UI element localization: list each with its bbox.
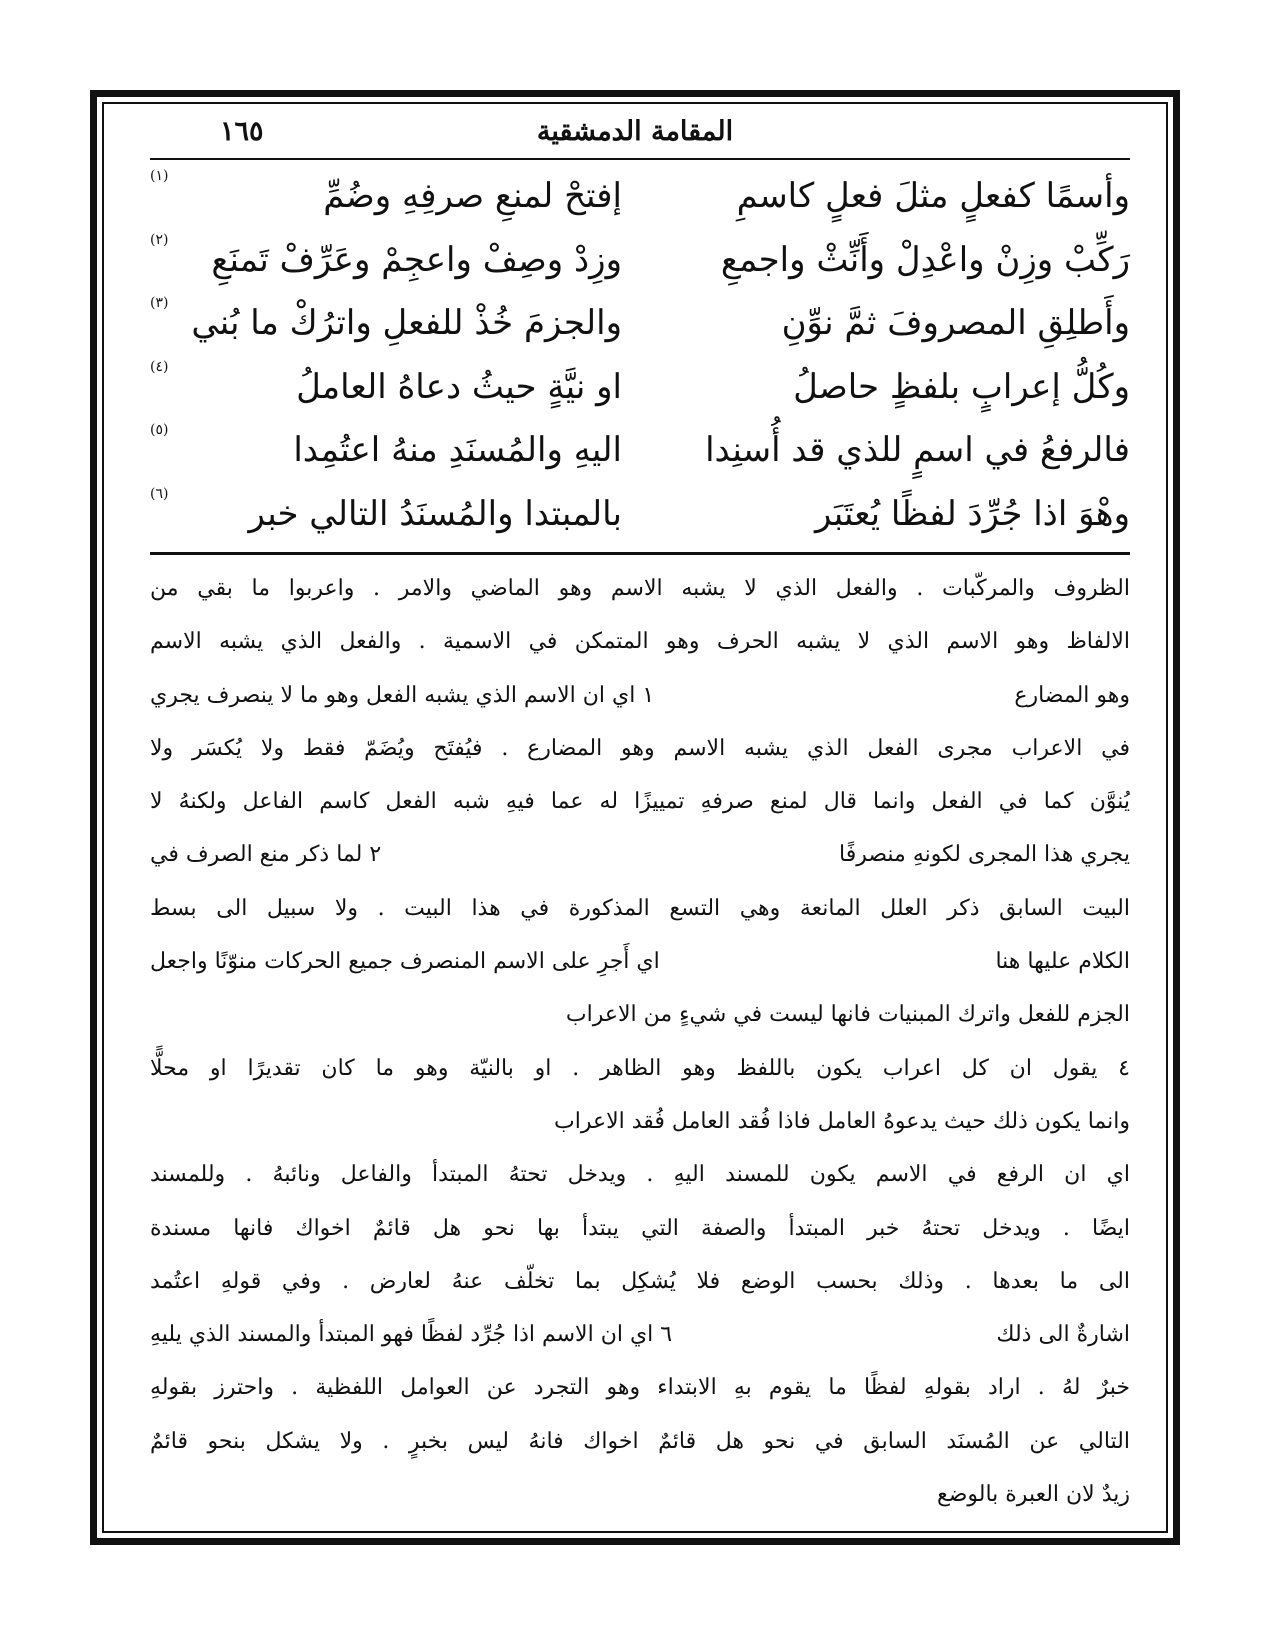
commentary-line-end: وهو المضارع: [1014, 682, 1130, 708]
verse-4-first-hemistich: وكُلُّ إعرابٍ بلفظٍ حاصلُ: [793, 366, 1130, 407]
commentary-line-end: اشارةٌ الى ذلك: [996, 1322, 1130, 1348]
verse-2: [150, 230, 1130, 294]
footnote-start: اي أَجرِ على الاسم المنصرف جميع الحركات منوّنًا واجعل: [150, 949, 660, 975]
verse-6-note-ref: (٦): [150, 485, 169, 502]
verse-1-note-ref: (١): [150, 168, 169, 184]
commentary-line-end: الكلام عليها هنا: [995, 949, 1130, 975]
commentary-line: يُنوَّن كما في الفعل وانما قال لمنع صرفهِ تمييزًا له عما فيهِ شبه الفعل كاسم الفاعل ولكنهُ لا: [150, 789, 1130, 815]
footnote-start: ٢ لما ذكر منع الصرف في: [150, 842, 382, 868]
verse-5-second-hemistich: اليهِ والمُسنَدِ منهُ اعتُمِدا: [293, 430, 622, 470]
commentary-line: وانما يكون ذلك حيث يدعوهُ العامل فاذا فُقد العامل فُقد الاعراب: [554, 1108, 1130, 1134]
verse-5-first-hemistich: فالرفعُ في اسمٍ للذي قد أُسنِدا: [705, 430, 1130, 470]
commentary-line: خبرٌ لهُ . اراد بقولهِ لفظًا ما يقوم بهِ الابتداء وهو التجرد عن العوامل اللفظية . واحترز بقولهِ: [150, 1375, 1130, 1401]
verse-2-first-hemistich: رَكِّبْ وزِنْ واعْدِلْ وأَنِّثْ واجمعِ: [720, 239, 1130, 280]
verse-1-second-hemistich: إفتحْ لمنعِ صرفِهِ وضُمِّ: [323, 176, 622, 216]
verse-3-second-hemistich: والجزمَ خُذْ للفعلِ واترُكْ ما بُني: [191, 303, 622, 343]
verse-4-note-ref: (٤): [150, 358, 169, 375]
commentary-line: [150, 669, 1130, 722]
verse-1: [150, 166, 1130, 230]
commentary-line: الى ما بعدها . وذلك بحسب الوضع فلا يُشكِل بما تخلّف عنهُ لعارض . وفي قولهِ اعتُمد: [150, 1268, 1130, 1294]
commentary-line: [150, 828, 1130, 881]
verse-4: [150, 357, 1130, 421]
verse-4-second-hemistich: او نيَّةٍ حيثُ دعاهُ العاملُ: [296, 366, 622, 407]
verse-1-first-hemistich: وأسمًا كفعلٍ مثلَ فعلٍ كاسمِ: [736, 176, 1130, 216]
page-title: المقامة الدمشقية: [536, 116, 734, 147]
commentary-line: البيت السابق ذكر العلل المانعة وهي التسع المذكورة في هذا البيت . ولا سبيل الى بسط: [150, 895, 1130, 921]
verse-block: [150, 166, 1130, 548]
verse-3: [150, 293, 1130, 357]
commentary-line: الالفاظ وهو الاسم الذي لا يشبه الحرف وهو المتمكن في الاسمية . والفعل الذي يشبه الاسم: [150, 629, 1130, 655]
commentary-line-end: يجري هذا المجرى لكونهِ منصرفًا: [838, 842, 1130, 868]
commentary-block: [150, 562, 1130, 1522]
commentary-line: [150, 1308, 1130, 1361]
commentary-line: في الاعراب مجرى الفعل الذي يشبه الاسم وهو المضارع . فيُفتَح ويُضَمّ فقط ولا يُكسَر ولا: [150, 735, 1130, 761]
verse-separator-rule: [150, 552, 1130, 555]
page-header: [130, 110, 1140, 160]
commentary-line: الجزم للفعل واترك المبنيات فانها ليست في شيءٍ من الاعراب: [565, 1002, 1130, 1028]
commentary-line: الظروف والمركّبات . والفعل الذي لا يشبه الاسم وهو الماضي والامر . واعربوا ما بقي من: [150, 576, 1130, 601]
verse-6-first-hemistich: وهْوَ اذا جُرِّدَ لفظًا يُعتَبَر: [814, 493, 1130, 534]
verse-6: [150, 484, 1130, 548]
commentary-line: التالي عن المُسنَد السابق في نحو هل قائمٌ اخواك فانهُ ليس بخبرٍ . ولا يشكل بنحو قائمٌ: [150, 1428, 1130, 1454]
header-rule: [150, 158, 1130, 160]
commentary-line: اي ان الرفع في الاسم يكون للمسند اليهِ . ويدخل تحتهُ المبتدأ والفاعل ونائبهُ . وللمسند: [150, 1162, 1130, 1188]
commentary-line: ايضًا . ويدخل تحتهُ خبر المبتدأ والصفة التي يبتدأ بها نحو هل قائمٌ اخواك فانها مسندة: [150, 1215, 1130, 1241]
verse-2-note-ref: (٢): [150, 231, 169, 248]
commentary-line: [150, 935, 1130, 988]
page-number: ١٦٥: [220, 116, 264, 147]
commentary-line: ٤ يقول ان كل اعراب يكون باللفظ وهو الظاهر . او بالنيّة وهو ما كان تقديرًا او محلًّا: [150, 1055, 1130, 1081]
verse-3-note-ref: (٣): [150, 295, 169, 311]
footnote-start: ١ اي ان الاسم الذي يشبه الفعل وهو ما لا ينصرف يجري: [150, 682, 655, 708]
verse-2-second-hemistich: وزِدْ وصِفْ واعجِمْ وعَرِّفْ تَمنَعِ: [211, 239, 622, 280]
verse-3-first-hemistich: وأَطلِقِ المصروفَ ثمَّ نوِّنِ: [781, 303, 1130, 343]
footnote-start: ٦ اي ان الاسم اذا جُرِّد لفظًا فهو المبتدأ والمسند الذي يليهِ: [150, 1322, 673, 1348]
commentary-line: زيدٌ لان العبرة بالوضع: [937, 1482, 1130, 1508]
verse-6-second-hemistich: بالمبتدا والمُسنَدُ التالي خبر: [248, 493, 622, 534]
verse-5-note-ref: (٥): [150, 422, 169, 438]
verse-5: [150, 420, 1130, 484]
